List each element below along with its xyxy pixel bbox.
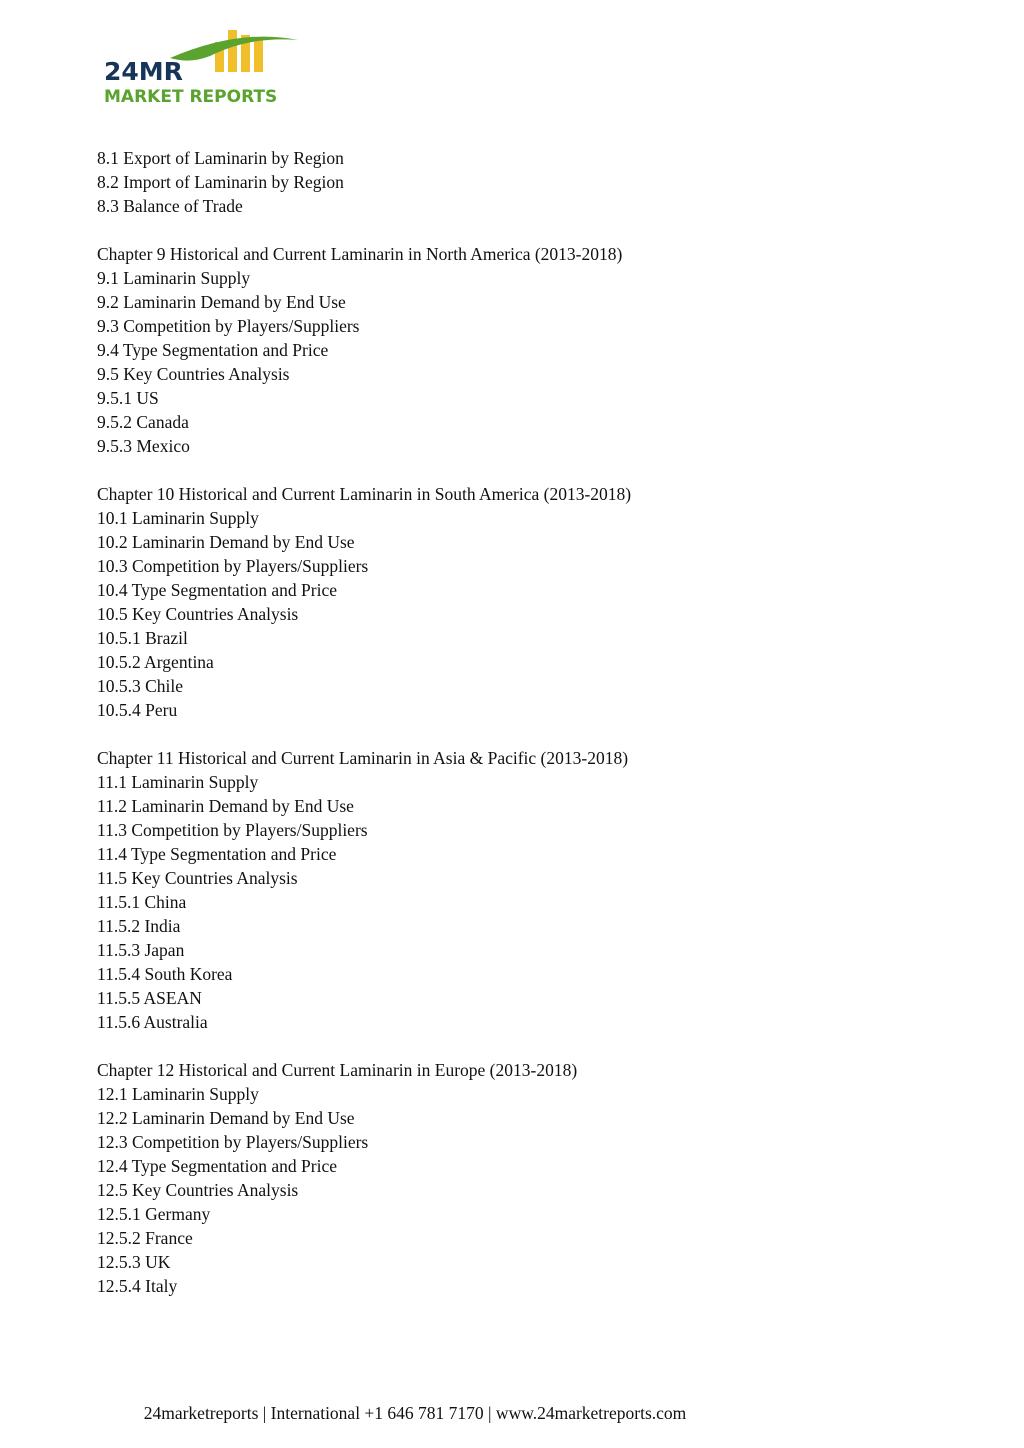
toc-entry: 12.3 Competition by Players/Suppliers	[97, 1132, 369, 1152]
toc-entry: 11.3 Competition by Players/Suppliers	[97, 820, 368, 840]
toc-entry: 9.5.1 US	[97, 388, 159, 408]
toc-entry: 11.5.5 ASEAN	[97, 988, 202, 1008]
logo-line1: 24MR	[104, 57, 183, 86]
section-gap	[97, 458, 957, 482]
table-of-contents	[97, 146, 957, 1298]
toc-entry: 9.5 Key Countries Analysis	[97, 364, 290, 384]
toc-entry: 11.1 Laminarin Supply	[97, 772, 259, 792]
toc-entry: 11.5.4 South Korea	[97, 964, 233, 984]
toc-entry: 8.3 Balance of Trade	[97, 196, 243, 216]
toc-entry: 12.5.4 Italy	[97, 1276, 178, 1296]
toc-entry: 8.1 Export of Laminarin by Region	[97, 148, 344, 168]
toc-entry: 10.5 Key Countries Analysis	[97, 604, 299, 624]
toc-entry: 12.2 Laminarin Demand by End Use	[97, 1108, 355, 1128]
toc-entry: 10.2 Laminarin Demand by End Use	[97, 532, 355, 552]
toc-entry: 9.1 Laminarin Supply	[97, 268, 251, 288]
toc-entry: 11.5.3 Japan	[97, 940, 185, 960]
toc-entry: 9.2 Laminarin Demand by End Use	[97, 292, 346, 312]
logo-line2: MARKET REPORTS	[104, 87, 278, 107]
toc-entry: 12.5.3 UK	[97, 1252, 171, 1272]
toc-entry: 10.5.4 Peru	[97, 700, 178, 720]
logo-mark	[100, 28, 305, 108]
toc-entry: 10.1 Laminarin Supply	[97, 508, 259, 528]
toc-entry: 11.5.2 India	[97, 916, 181, 936]
toc-entry: 10.5.1 Brazil	[97, 628, 188, 648]
toc-entry: 10.4 Type Segmentation and Price	[97, 580, 338, 600]
section-gap	[97, 1034, 957, 1058]
toc-entry: 9.4 Type Segmentation and Price	[97, 340, 329, 360]
toc-entry: 11.4 Type Segmentation and Price	[97, 844, 337, 864]
page-footer: 24marketreports | International +1 646 781 7170 | www.24marketreports.com	[143, 1403, 687, 1423]
toc-section	[97, 746, 957, 1034]
toc-entry: 10.3 Competition by Players/Suppliers	[97, 556, 369, 576]
toc-entry: 8.2 Import of Laminarin by Region	[97, 172, 344, 192]
toc-entry: 11.5.6 Australia	[97, 1012, 208, 1032]
section-gap	[97, 218, 957, 242]
brand-logo	[100, 28, 305, 108]
toc-entry: 10.5.3 Chile	[97, 676, 184, 696]
chapter-heading: Chapter 10 Historical and Current Laminarin in South America (2013-2018)	[97, 484, 632, 504]
chapter-heading: Chapter 9 Historical and Current Laminarin in North America (2013-2018)	[97, 244, 623, 264]
toc-section	[97, 146, 957, 218]
toc-entry: 11.5 Key Countries Analysis	[97, 868, 298, 888]
toc-entry: 12.5.1 Germany	[97, 1204, 211, 1224]
toc-entry: 12.4 Type Segmentation and Price	[97, 1156, 338, 1176]
toc-entry: 9.3 Competition by Players/Suppliers	[97, 316, 360, 336]
toc-entry: 12.1 Laminarin Supply	[97, 1084, 259, 1104]
section-gap	[97, 722, 957, 746]
toc-section	[97, 242, 957, 458]
toc-entry: 12.5 Key Countries Analysis	[97, 1180, 299, 1200]
chapter-heading: Chapter 12 Historical and Current Laminarin in Europe (2013-2018)	[97, 1060, 578, 1080]
toc-entry: 11.2 Laminarin Demand by End Use	[97, 796, 354, 816]
chapter-heading: Chapter 11 Historical and Current Laminarin in Asia & Pacific (2013-2018)	[97, 748, 629, 768]
toc-section	[97, 482, 957, 722]
toc-entry: 12.5.2 France	[97, 1228, 193, 1248]
toc-entry: 9.5.3 Mexico	[97, 436, 190, 456]
toc-entry: 9.5.2 Canada	[97, 412, 189, 432]
toc-entry: 11.5.1 China	[97, 892, 187, 912]
toc-entry: 10.5.2 Argentina	[97, 652, 214, 672]
toc-section	[97, 1058, 957, 1298]
